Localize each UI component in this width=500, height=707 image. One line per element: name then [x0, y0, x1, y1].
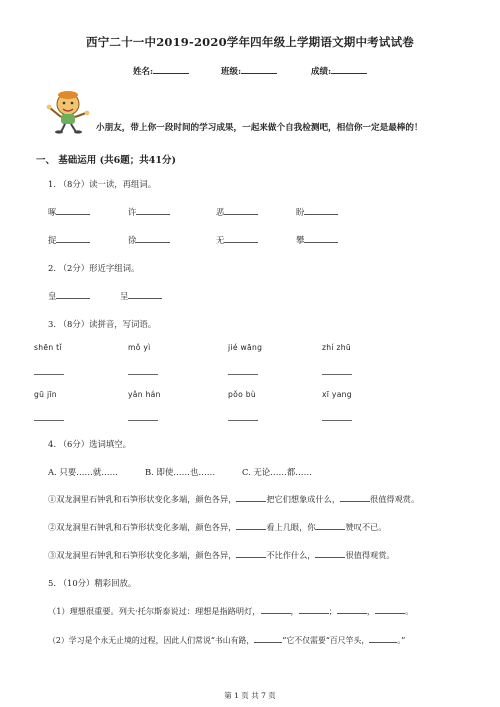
pinyin: zhí zhū	[322, 343, 352, 352]
answer-blank[interactable]	[304, 234, 338, 243]
pinyin: mǒ yì	[128, 343, 151, 352]
name-label: 姓名:	[133, 67, 154, 77]
answer-blank[interactable]	[136, 234, 170, 243]
answer-line[interactable]	[228, 420, 258, 421]
option-b: B. 即使……也……	[145, 467, 216, 477]
q1-item: 盼	[296, 206, 338, 218]
name-blank[interactable]	[153, 64, 189, 74]
answer-line[interactable]	[228, 374, 258, 375]
q2-prompt: 2. （2分）形近字组词。	[48, 263, 140, 273]
q3-prompt: 3. （8分）读拼音，写词语。	[48, 319, 157, 329]
score-blank[interactable]	[331, 64, 367, 74]
page-footer: 第 1 页 共 7 页	[224, 691, 276, 700]
answer-blank[interactable]	[224, 206, 258, 215]
class-label: 班级:	[221, 67, 242, 77]
answer-blank[interactable]	[136, 206, 170, 215]
answer-blank[interactable]	[299, 605, 329, 614]
answer-blank[interactable]	[56, 206, 90, 215]
q1-item: 恶	[216, 206, 258, 218]
answer-blank[interactable]	[261, 605, 291, 614]
answer-blank[interactable]	[224, 234, 258, 243]
answer-blank[interactable]	[304, 206, 338, 215]
answer-blank[interactable]	[340, 493, 370, 502]
q1-item: 捉	[48, 234, 90, 246]
answer-blank[interactable]	[337, 605, 367, 614]
option-a: A. 只要……就……	[48, 467, 118, 477]
name-field	[133, 64, 189, 77]
q4-sentence-2: ②双龙洞里石钟乳和石笋形状变化多端，颜色各异， 看上几眼，你 赞叹不已。	[48, 522, 387, 532]
pinyin: yǎn hán	[128, 390, 161, 399]
answer-line[interactable]	[322, 420, 352, 421]
option-c: C. 无论……都……	[242, 467, 313, 477]
pinyin: shēn tǐ	[34, 343, 62, 352]
q4-sentence-3: ③双龙洞里石钟乳和石笋形状变化多端，颜色各异， 不比作什么， 很值得观赏。	[48, 550, 395, 560]
q5-sentence-2: （2）学习是个永无止境的过程，因此人们常说“书山有路， ”它不仅需要“百尺竿头， 。”	[48, 636, 406, 645]
q4-prompt: 4. （6分）选词填空。	[48, 439, 131, 449]
pinyin: jié wāng	[228, 343, 263, 352]
score-label: 成绩:	[311, 67, 332, 77]
intro-text: 小朋友，带上你一段时间的学习成果，一起来做个自我检测吧，相信你一定是最棒的！	[96, 123, 423, 133]
class-field	[221, 64, 277, 77]
answer-blank[interactable]	[56, 234, 90, 243]
exam-title: 西宁二十一中2019-2020学年四年级上学期语文期中考试试卷	[86, 35, 414, 49]
answer-line[interactable]	[128, 374, 158, 375]
q1-item: 啄	[48, 206, 90, 218]
q5-sentence-1: （1）理想很重要。列夫·托尔斯泰说过：理想是指路明灯， ， ； ， 。	[48, 606, 414, 616]
q5-prompt: 5. （10分）精彩回放。	[48, 578, 137, 588]
q1-item: 无	[216, 234, 258, 246]
answer-blank[interactable]	[128, 290, 162, 299]
answer-line[interactable]	[128, 420, 158, 421]
mascot-illustration	[36, 86, 94, 134]
q1-item: 许	[128, 206, 170, 218]
answer-line[interactable]	[34, 374, 64, 375]
q2-item: 呈	[120, 290, 162, 302]
q2-item: 皇	[48, 290, 90, 302]
q1-item: 徐	[128, 234, 170, 246]
answer-blank[interactable]	[236, 493, 266, 502]
answer-line[interactable]	[322, 374, 352, 375]
score-field	[311, 64, 367, 77]
answer-blank[interactable]	[254, 634, 282, 643]
answer-blank[interactable]	[315, 549, 345, 558]
answer-blank[interactable]	[236, 549, 266, 558]
answer-blank[interactable]	[375, 605, 405, 614]
pinyin: gū jīn	[34, 390, 57, 399]
answer-blank[interactable]	[315, 521, 345, 530]
pinyin: xī yang	[322, 390, 352, 399]
answer-blank[interactable]	[236, 521, 266, 530]
q4-sentence-1: ①双龙洞里石钟乳和石笋形状变化多端，颜色各异， 把它们想象成什么， 很值得观赏。	[48, 494, 420, 504]
q1-item: 攀	[296, 234, 338, 246]
q1-prompt: 1. （8分）读一读，再组词。	[48, 179, 157, 189]
class-blank[interactable]	[241, 64, 277, 74]
answer-blank[interactable]	[369, 634, 397, 643]
section-heading: 一、 基础运用 (共6题；共41分)	[36, 155, 176, 166]
answer-blank[interactable]	[56, 290, 90, 299]
answer-line[interactable]	[34, 420, 64, 421]
pinyin: pǒo bù	[228, 390, 256, 399]
